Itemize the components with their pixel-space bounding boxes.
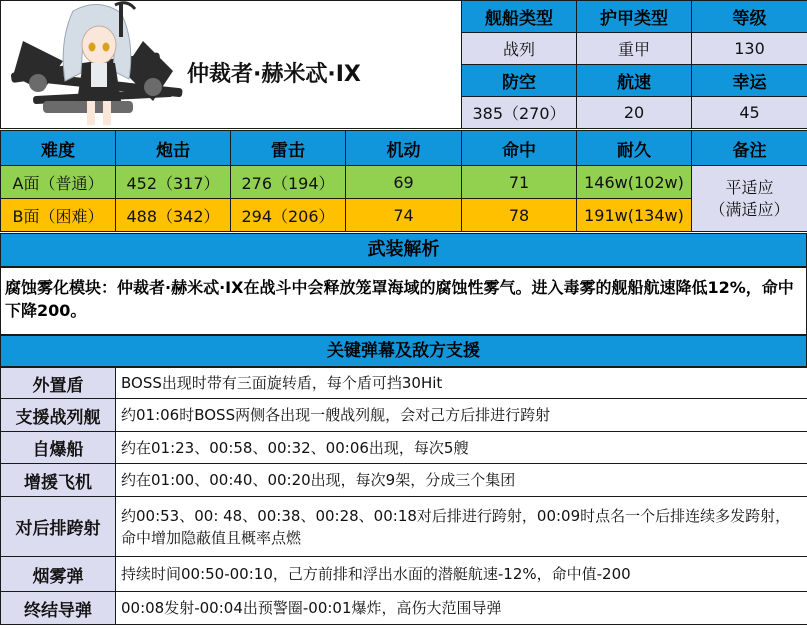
remark-cell (692, 166, 807, 232)
header-armor-type: 护甲类型 (577, 1, 692, 33)
row-a-evasion: 69 (346, 166, 462, 199)
row-b-accuracy: 78 (462, 199, 577, 232)
table-row (1, 199, 807, 232)
armament-title: 武装解析 (0, 233, 807, 267)
value-anti-air: 385（270） (462, 97, 577, 129)
row-b-firepower: 488（342） (116, 199, 231, 232)
support-label-final-missile: 终结导弹 (1, 592, 116, 625)
support-text-smoke: 持续时间00:50-00:10，己方前排和浮出水面的潜艇航速-12%，命中值-200 (116, 557, 807, 592)
table-row (1, 399, 807, 432)
header-speed: 航速 (577, 65, 692, 97)
support-title: 关键弹幕及敌方支援 (0, 335, 807, 367)
table-row (1, 368, 807, 399)
header-ship-type: 舰船类型 (462, 1, 577, 33)
armament-text: 腐蚀雾化模块：仲裁者·赫米忒·IX在战斗中会释放笼罩海域的腐蚀性雾气。进入毒雾的舰船航速降低12%，命中下降200。 (0, 267, 807, 335)
header-durability: 耐久 (577, 131, 692, 166)
row-b-evasion: 74 (346, 199, 462, 232)
header-remark: 备注 (692, 131, 807, 166)
stats-table (0, 130, 807, 232)
value-luck: 45 (692, 97, 807, 129)
support-text-suicide-boat: 约在01:23、00:58、00:32、00:06出现，每次5艘 (116, 432, 807, 464)
value-ship-type: 战列 (462, 33, 577, 65)
support-label-battleship: 支援战列舰 (1, 399, 116, 432)
header-torpedo: 雷击 (231, 131, 346, 166)
value-level: 130 (692, 33, 807, 65)
support-label-shield: 外置盾 (1, 368, 116, 399)
portrait-cell (1, 1, 462, 129)
support-text-shield: BOSS出现时带有三面旋转盾，每个盾可挡30Hit (116, 368, 807, 399)
support-text-battleship: 约01:06时BOSS两侧各出现一艘战列舰，会对己方后排进行跨射 (116, 399, 807, 432)
value-armor-type: 重甲 (577, 33, 692, 65)
header-level: 等级 (692, 1, 807, 33)
table-row (1, 557, 807, 592)
row-b-torpedo: 294（206） (231, 199, 346, 232)
row-a-accuracy: 71 (462, 166, 577, 199)
row-a-difficulty: A面（普通） (1, 166, 116, 199)
header-accuracy: 命中 (462, 131, 577, 166)
table-row (1, 497, 807, 557)
support-label-backline-shot: 对后排跨射 (1, 497, 116, 557)
basic-info-table (0, 0, 807, 129)
row-a-durability: 146w(102w) (577, 166, 692, 199)
header-luck: 幸运 (692, 65, 807, 97)
support-text-backline-shot: 约00:53、00: 48、00:38、00:28、00:18对后排进行跨射，00:09时点名一个后排连续多发跨射，命中增加隐蔽值且概率点燃 (116, 497, 807, 557)
table-row (1, 464, 807, 497)
table-row (1, 432, 807, 464)
row-a-torpedo: 276（194） (231, 166, 346, 199)
support-label-aircraft: 增援飞机 (1, 464, 116, 497)
support-text-final-missile: 00:08发射-00:04出预警圈-00:01爆炸，高伤大范围导弹 (116, 592, 807, 625)
row-b-difficulty: B面（困难） (1, 199, 116, 232)
header-difficulty: 难度 (1, 131, 116, 166)
support-table (0, 367, 807, 625)
ship-girl-portrait-icon (3, 1, 183, 129)
value-speed: 20 (577, 97, 692, 129)
support-label-suicide-boat: 自爆船 (1, 432, 116, 464)
remark-text: 平适应 （满适应） (709, 177, 790, 219)
ship-name: 仲裁者·赫米忒·IX (187, 62, 361, 87)
header-firepower: 炮击 (116, 131, 231, 166)
row-a-firepower: 452（317） (116, 166, 231, 199)
table-row (1, 166, 807, 199)
header-anti-air: 防空 (462, 65, 577, 97)
table-row (1, 592, 807, 625)
support-label-smoke: 烟雾弹 (1, 557, 116, 592)
header-evasion: 机动 (346, 131, 462, 166)
row-b-durability: 191w(134w) (577, 199, 692, 232)
support-text-aircraft: 约在01:00、00:40、00:20出现，每次9架，分成三个集团 (116, 464, 807, 497)
